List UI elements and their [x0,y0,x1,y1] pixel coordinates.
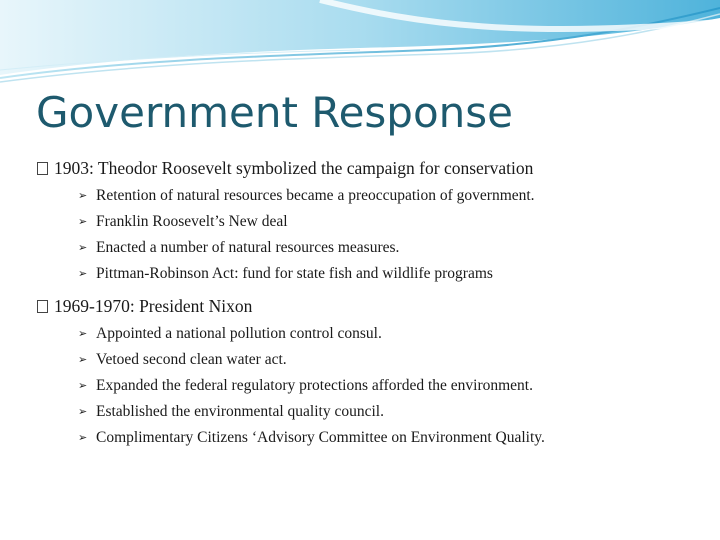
list-item [78,261,696,287]
arrow-bullet-icon: ➢ [78,267,88,280]
slide-content [36,155,696,457]
checkbox-icon [37,162,48,175]
header-wave-decoration [0,0,720,90]
slide-title: Government Response [36,88,513,137]
arrow-bullet-icon: ➢ [78,215,88,228]
list-item-text: Vetoed second clean water act. [96,351,287,368]
list-item [78,209,696,235]
bullet-list [36,321,696,451]
section-heading-text: 1969-1970: President Nixon [54,296,253,316]
list-item [78,399,696,425]
list-item [78,425,696,451]
arrow-bullet-icon: ➢ [78,431,88,444]
list-item-text: Expanded the federal regulatory protections afforded the environment. [96,377,533,394]
section-heading-text: 1903: Theodor Roosevelt symbolized the campaign for conservation [54,158,534,178]
bullet-list [36,183,696,287]
checkbox-icon [37,300,48,313]
list-item [78,235,696,261]
arrow-bullet-icon: ➢ [78,353,88,366]
list-item-text: Retention of natural resources became a preoccupation of government. [96,187,535,204]
list-item [78,321,696,347]
arrow-bullet-icon: ➢ [78,241,88,254]
section-heading [36,293,696,319]
arrow-bullet-icon: ➢ [78,327,88,340]
list-item-text: Pittman-Robinson Act: fund for state fish and wildlife programs [96,265,493,282]
list-item-text: Appointed a national pollution control consul. [96,325,382,342]
list-item-text: Complimentary Citizens ‘Advisory Committee on Environment Quality. [96,429,545,446]
list-item-text: Enacted a number of natural resources measures. [96,239,400,256]
list-item [78,373,696,399]
arrow-bullet-icon: ➢ [78,379,88,392]
list-item-text: Established the environmental quality council. [96,403,384,420]
arrow-bullet-icon: ➢ [78,405,88,418]
section-heading [36,155,696,181]
arrow-bullet-icon: ➢ [78,189,88,202]
list-item [78,347,696,373]
list-item [78,183,696,209]
list-item-text: Franklin Roosevelt’s New deal [96,213,288,230]
